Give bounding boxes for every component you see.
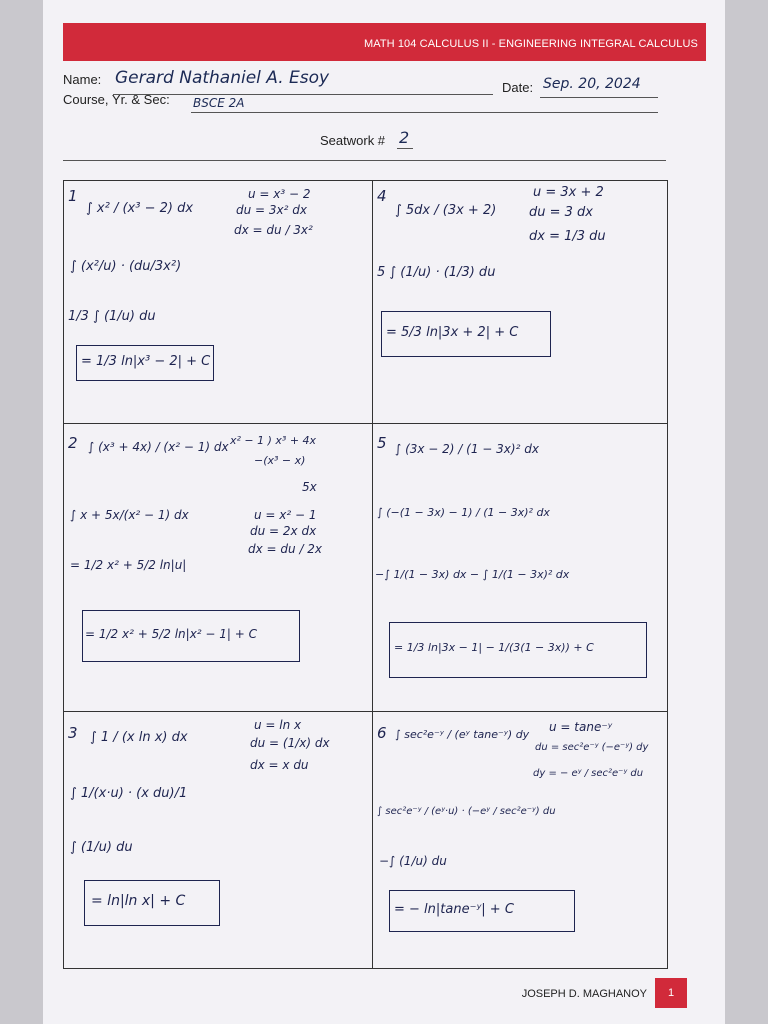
- seatwork-number: 2: [399, 128, 410, 147]
- final-answer: = 1/2 x² + 5/2 ln|x² − 1| + C: [85, 627, 258, 641]
- long-division-line: −(x³ − x): [254, 454, 306, 467]
- problem-number: 3: [68, 724, 78, 742]
- substitution-line: dx = du / 2x: [248, 542, 323, 556]
- problem-cell-3: [64, 712, 372, 968]
- problem-number: 6: [377, 724, 387, 742]
- course-header-band: [63, 23, 706, 61]
- solution-step: 1/3 ∫ (1/u) du: [68, 309, 156, 324]
- date-label: Date:: [502, 80, 534, 95]
- problem-cell-5: [373, 424, 667, 711]
- solution-step: −∫ (1/u) du: [379, 854, 447, 868]
- solution-step: ∫ 1/(x·u) · (x du)/1: [70, 786, 188, 801]
- substitution-line: u = x³ − 2: [248, 187, 311, 201]
- problem-grid: [63, 180, 668, 969]
- problem-integral: ∫ 1 / (x ln x) dx: [90, 730, 188, 745]
- final-answer: = ln|ln x| + C: [91, 893, 186, 909]
- substitution-line: du = (1/x) dx: [250, 736, 330, 750]
- substitution-line: u = ln x: [254, 718, 302, 732]
- solution-step: ∫ sec²e⁻ʸ / (eʸ·u) · (−eʸ / sec²e⁻ʸ) du: [377, 806, 556, 817]
- problem-cell-6: [373, 712, 667, 968]
- problem-cell-1: [64, 181, 372, 423]
- answer-box: [389, 890, 575, 932]
- final-answer: = 1/3 ln|x³ − 2| + C: [81, 354, 211, 369]
- solution-step: ∫ (x²/u) · (du/3x²): [70, 259, 182, 274]
- answer-box: [82, 610, 300, 662]
- page-number: 1: [655, 978, 687, 1008]
- seatwork-label: Seatwork #: [320, 133, 386, 148]
- problem-number: 1: [68, 187, 78, 205]
- solution-step: ∫ (−(1 − 3x) − 1) / (1 − 3x)² dx: [377, 506, 550, 519]
- solution-step: ∫ (1/u) du: [70, 840, 133, 855]
- solution-step: ∫ x + 5x/(x² − 1) dx: [70, 508, 189, 522]
- substitution-line: du = 3 dx: [529, 205, 593, 220]
- problem-cell-4: [373, 181, 667, 423]
- problem-number: 2: [68, 434, 78, 452]
- solution-step: = 1/2 x² + 5/2 ln|u|: [70, 558, 187, 572]
- problem-integral: ∫ sec²e⁻ʸ / (eʸ tane⁻ʸ) dy: [395, 728, 530, 741]
- substitution-line: dy = − eʸ / sec²e⁻ʸ du: [533, 768, 644, 779]
- answer-box: [76, 345, 214, 381]
- substitution-line: u = x² − 1: [254, 508, 317, 522]
- problem-integral: ∫ (x³ + 4x) / (x² − 1) dx: [88, 440, 229, 454]
- substitution-line: dx = x du: [250, 758, 309, 772]
- solution-step: 5 ∫ (1/u) · (1/3) du: [377, 265, 496, 280]
- problem-number: 5: [377, 434, 387, 452]
- name-value: Gerard Nathaniel A. Esoy: [115, 68, 330, 88]
- problem-integral: ∫ x² / (x³ − 2) dx: [86, 201, 194, 216]
- problem-number: 4: [377, 187, 387, 205]
- answer-box: [381, 311, 551, 357]
- problem-integral: ∫ (3x − 2) / (1 − 3x)² dx: [395, 442, 539, 456]
- course-value: BSCE 2A: [193, 96, 245, 110]
- course-title: MATH 104 CALCULUS II - ENGINEERING INTEGRAL CALCULUS: [363, 38, 698, 50]
- worksheet-page: [43, 0, 725, 1024]
- final-answer: = 1/3 ln|3x − 1| − 1/(3(1 − 3x)) + C: [394, 641, 594, 654]
- solution-step: −∫ 1/(1 − 3x) dx − ∫ 1/(1 − 3x)² dx: [375, 568, 570, 581]
- final-answer: = − ln|tane⁻ʸ| + C: [394, 902, 514, 917]
- instructor-name: JOSEPH D. MAGHANOY: [521, 988, 647, 1000]
- substitution-line: dx = du / 3x²: [234, 223, 313, 237]
- answer-box: [84, 880, 220, 926]
- final-answer: = 5/3 ln|3x + 2| + C: [386, 325, 519, 340]
- substitution-line: du = 3x² dx: [236, 203, 307, 217]
- substitution-line: u = tane⁻ʸ: [549, 720, 613, 734]
- substitution-line: dx = 1/3 du: [529, 229, 606, 244]
- substitution-line: du = sec²e⁻ʸ (−e⁻ʸ) dy: [535, 742, 649, 753]
- problem-integral: ∫ 5dx / (3x + 2): [395, 203, 497, 218]
- substitution-line: du = 2x dx: [250, 524, 317, 538]
- name-label: Name:: [63, 72, 102, 87]
- problem-cell-2: [64, 424, 372, 711]
- long-division-line: 5x: [302, 480, 317, 494]
- date-value: Sep. 20, 2024: [543, 76, 641, 92]
- substitution-line: u = 3x + 2: [533, 185, 604, 200]
- long-division-line: x² − 1 ) x³ + 4x: [230, 434, 317, 447]
- course-label: Course, Yr. & Sec:: [63, 92, 170, 107]
- answer-box: [389, 622, 647, 678]
